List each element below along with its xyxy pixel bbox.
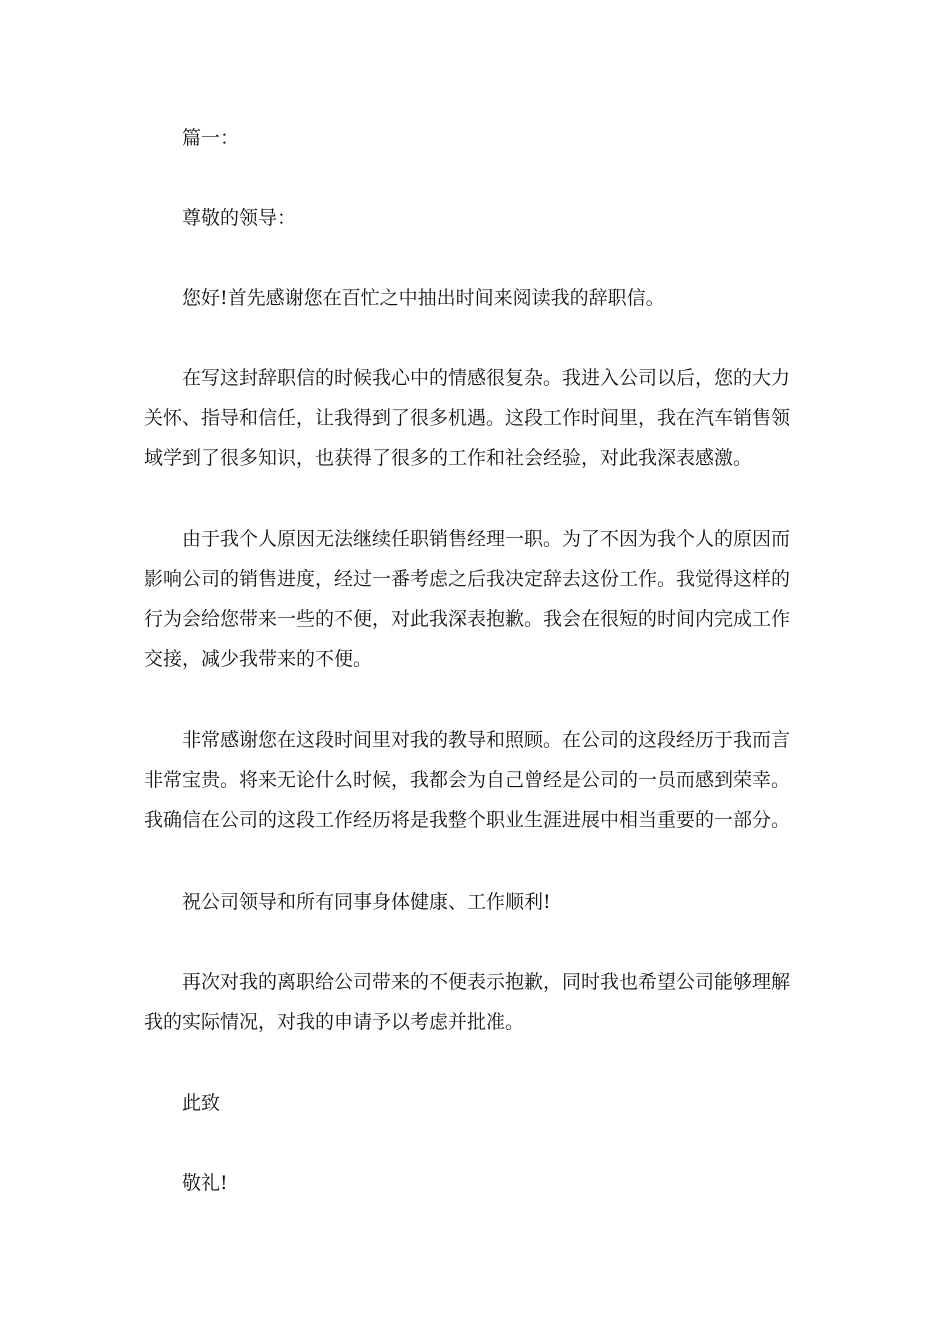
- paragraph-greeting: 您好!首先感谢您在百忙之中抽出时间来阅读我的辞职信。: [182, 287, 665, 309]
- paragraph-apology: 再次对我的离职给公司带来的不便表示抱歉，同时我也希望公司能够理解我的实际情况，对我的申请予以考虑并批准。: [144, 971, 791, 1033]
- paragraph-gratitude: 在写这封辞职信的时候我心中的情感很复杂。我进入公司以后，您的大力关怀、指导和信任，让我得到了很多机遇。这段工作时间里，我在汽车销售领域学到了很多知识，也获得了很多的工作和社会经验，对此我深表感激。: [144, 367, 791, 469]
- salutation: 尊敬的领导：: [182, 207, 297, 229]
- paragraph-wishes: 祝公司领导和所有同事身体健康、工作顺利!: [182, 891, 551, 913]
- paragraph-reason: 由于我个人原因无法继续任职销售经理一职。为了不因为我个人的原因而影响公司的销售进度，经过一番考虑之后我决定辞去这份工作。我觉得这样的行为会给您带来一些的不便，对此我深表抱歉。我会在很短的时间内完成工作交接，减少我带来的不便。: [144, 528, 791, 670]
- regards-phrase: 敬礼!: [182, 1172, 228, 1194]
- closing-phrase: 此致: [182, 1092, 221, 1114]
- paragraph-thanks: 非常感谢您在这段时间里对我的教导和照顾。在公司的这段经历于我而言非常宝贵。将来无论什么时候，我都会为自己曾经是公司的一员而感到荣幸。我确信在公司的这段工作经历将是我整个职业生涯进展中相当重要的一部分。: [144, 729, 791, 831]
- section-heading: 篇一：: [182, 127, 240, 149]
